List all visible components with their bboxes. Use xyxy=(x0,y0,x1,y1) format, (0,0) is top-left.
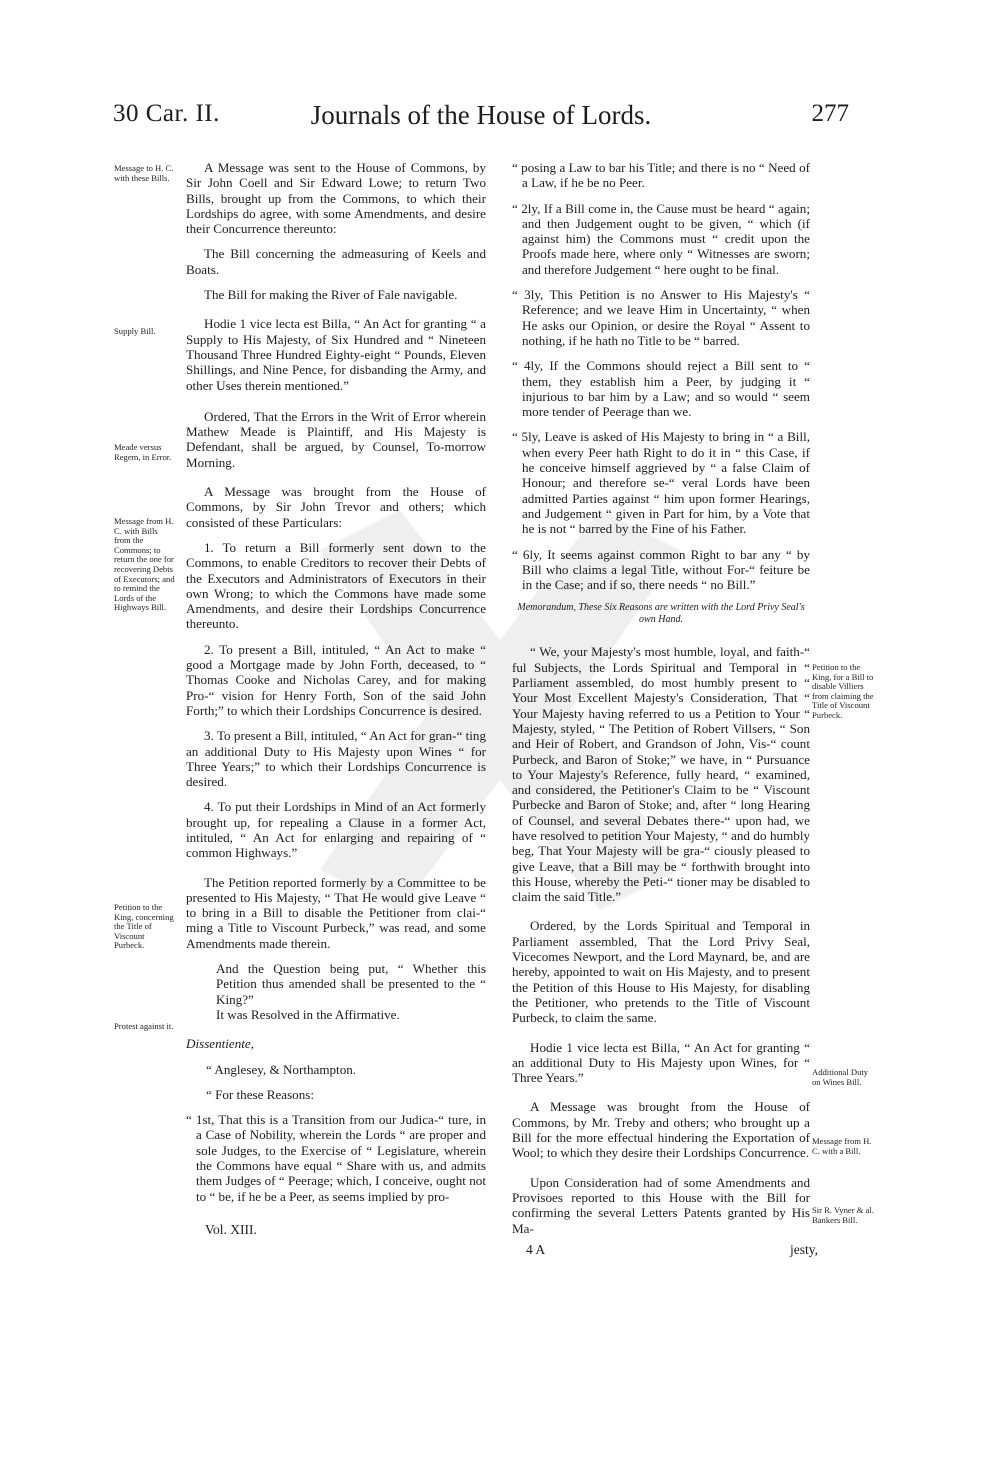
journal-title: Journals of the House of Lords. xyxy=(310,100,652,130)
paragraph: “ 3ly, This Petition is no Answer to His Majesty's “ Reference; and we leave Him in Uncertainty, “ when He asks our Opinion, or desire the Royal “ Assent to nothing, if he hath no Title to be “ barred. xyxy=(512,287,810,348)
paragraph: A Message was brought from the House of Commons, by Mr. Treby and others; who brought up a Bill for the more effectual hindering the Exportation of Wool; to which they desire their Lordships Concurrence. xyxy=(512,1099,810,1161)
paragraph: The Bill for making the River of Fale navigable. xyxy=(204,287,458,303)
paragraph: “ 1st, That this is a Transition from our Judica-“ ture, in a Case of Nobility, wherein the Lords “ are proper and sole Judges, to the Exercise of “ Legislature, wherein the Commons have equal “ Share with us, and admits them Judges of “ Peerage; which, I conceive, ought not to “ be, if he be a Peer, as seems implied by pro- xyxy=(186,1112,486,1204)
left-column xyxy=(186,160,486,1214)
signatories: “ Anglesey, & Northampton. xyxy=(206,1061,357,1077)
margin-note: Additional Duty on Wines Bill. xyxy=(812,1067,869,1087)
paragraph: Hodie 1 vice lecta est Billa, “ An Act for granting “ a Supply to His Majesty, of Six Hundred and “ Nineteen Thousand Three Hundred Eighty-eight “ Pounds, Eleven Shillings, and Nine Pence, for disbanding the Army, and other Uses therein mentioned.” xyxy=(186,316,486,393)
paragraph: The Petition reported formerly by a Committee to be presented to His Majesty, “ That He would give Leave “ to bring in a Bill to disable the Petitioner from clai-“ ming a Title to Viscount Purbeck,” was read, and some Amendments made therein. xyxy=(186,874,486,951)
signature-mark: 4 A xyxy=(526,1242,546,1257)
margin-note: Message to H. C. with these Bills. xyxy=(114,163,174,183)
paragraph: 2. To present a Bill, intituled, “ An Act to make “ good a Mortgage made by John Forth, deceased, to “ Thomas Cooke and Nicholas Carey, and for making Pro-“ vision for Henry Forth, Son of the said John Forth;” to which their Lordships Concurrence is desired. xyxy=(186,641,486,718)
paragraph: “ 5ly, Leave is asked of His Majesty to bring in “ a Bill, when every Peer hath Right to do it in “ this Case, if he conceive himself aggrieved by “ a false Claim of Honour; and therefore se-“ veral Lords have been admitted Parties against “ him upon former Hearings, and Judgement “ given in Part for him, by a Vote that he is not “ barred by the Fine of his Father. xyxy=(512,429,810,537)
paragraph: And the Question being put, “ Whether this Petition thus amended shall be presented to the “ King?” xyxy=(216,961,486,1007)
margin-note: Protest against it. xyxy=(114,1021,174,1031)
paragraph: 4. To put their Lordships in Mind of an Act formerly brought up, for repealing a Clause in a former Act, intituled, “ An Act for enlarging and repairing of “ common Highways.” xyxy=(186,799,486,861)
paragraph: “ 2ly, If a Bill come in, the Cause must be heard “ again; and then Judgement ought to be given, “ which (if against him) the Commons must “ credit upon the Proofs made here, where only “ Witnesses are sworn; and therefore Judgement “ here ought to be final. xyxy=(512,200,810,277)
volume-label: Vol. XIII. xyxy=(205,1222,257,1237)
margin-note: Sir R. Vyner & al. Bankers Bill. xyxy=(812,1205,874,1225)
page-number: 277 xyxy=(811,100,849,127)
paragraph: Dissentiente, xyxy=(186,1036,255,1052)
margin-note: Supply Bill. xyxy=(114,326,156,336)
margin-note: Petition to the King, concerning the Title of Viscount Purbeck. xyxy=(114,902,174,951)
paragraph: It was Resolved in the Affirmative. xyxy=(216,1006,400,1022)
paragraph: Ordered, That the Errors in the Writ of Error wherein Mathew Meade is Plaintiff, and His Majesty is Defendant, shall be argued, by Counsel, To-morrow Morning. xyxy=(186,408,486,470)
paragraph: A Message was brought from the House of Commons, by Sir John Trevor and others; which consisted of these Particulars: xyxy=(186,484,486,530)
paragraph: “ We, your Majesty's most humble, loyal, and faith-“ ful Subjects, the Lords Spiritual and Temporal in “ Parliament assembled, do most humbly present to “ Your Most Excellent Majesty's Consideration, That “ Your Majesty having referred to us a Petition to Your “ Majesty, styled, “ The Petition of Robert Villsers, “ Son and Heir of Robert, and Grandson of John, Vis-“ count Purbeck, and Baron of Stoke;” we have, in “ Pursuance to Your Majesty's Reference, fully heard, “ examined, and considered, the Petitioner's Claim to be “ Viscount Purbecke and Baron of Stoke; and, after “ long Hearing of Counsel, and several Debates there-“ upon had, we have resolved to petition Your Majesty, “ and do humbly beg, That Your Majesty will be gra-“ ciously pleased to give Leave, that a Bill may be “ forthwith brought into this House, whereby the Peti-“ tioner may be disabled to claim the said Title.” xyxy=(512,644,810,905)
paragraph: 1. To return a Bill formerly sent down to the Commons, to enable Creditors to recover their Debts of the Executors and Administrators of Executors in their own Wrong; to which the Commons have made some Amendments, and desire their Lordships Concurrence thereunto. xyxy=(186,539,486,632)
paragraph: “ 6ly, It seems against common Right to bar any “ by Bill who claims a legal Title, without For-“ feiture be in the Case; and if so, there needs “ no Bill.” xyxy=(512,546,810,593)
paragraph: “ 4ly, If the Commons should reject a Bill sent to “ them, they establish him a Peer, by judging it “ injurious to bar him by a Law; and so would “ seem more tender of Peerage than we. xyxy=(512,358,810,420)
paragraph: “ posing a Law to bar his Title; and there is no “ Need of a Law, if he be no Peer. xyxy=(512,160,810,191)
paragraph: The Bill concerning the admeasuring of Keels and Boats. xyxy=(186,246,486,277)
page-header xyxy=(113,100,849,140)
catchword: jesty, xyxy=(790,1242,818,1257)
margin-note: Message from H. C. with a Bill. xyxy=(812,1136,872,1156)
paragraph: Upon Consideration had of some Amendments and Provisoes reported to this House with the Bill for confirming the several Letters Patents granted by His Ma- xyxy=(512,1174,810,1236)
paragraph: A Message was sent to the House of Commons, by Sir John Coell and Sir Edward Lowe; to return Two Bills, brought up from the Commons, to which their Lordships do agree, with some Amendments, and desire their Concurrence thereunto: xyxy=(186,160,486,237)
margin-note: Meade versus Regem, in Error. xyxy=(114,442,172,462)
paragraph: “ For these Reasons: xyxy=(206,1086,315,1102)
margin-note: Petition to the King, for a Bill to disable Villiers from claiming the Title of Viscount Purbeck. xyxy=(812,662,874,720)
paragraph: Hodie 1 vice lecta est Billa, “ An Act for granting “ an additional Duty to His Majesty upon Wines, for “ Three Years.” xyxy=(512,1039,810,1086)
regnal-year: 30 Car. II. xyxy=(113,100,220,127)
right-column xyxy=(512,160,810,1246)
memorandum: Memorandum, These Six Reasons are written with the Lord Privy Seal's own Hand. xyxy=(517,602,805,626)
paragraph: 3. To present a Bill, intituled, “ An Act for gran-“ ting an additional Duty to His Majesty upon Wines “ for Three Years;” to which their Lordships Concurrence is desired. xyxy=(186,728,486,790)
paragraph: Ordered, by the Lords Spiritual and Temporal in Parliament assembled, That the Lord Privy Seal, Vicecomes Newport, and the Lord Maynard, be, and are hereby, appointed to wait on His Majesty, and to present the Petition of this House to His Majesty, for disabling the Petitioner, who pretends to the Title of Viscount Purbeck, to claim the same. xyxy=(512,918,810,1026)
margin-note: Message from H. C. with Bills from the Commons; to return the one for recovering Debts of Executors; and to remind the Lords of the Highways Bill. xyxy=(114,516,175,613)
